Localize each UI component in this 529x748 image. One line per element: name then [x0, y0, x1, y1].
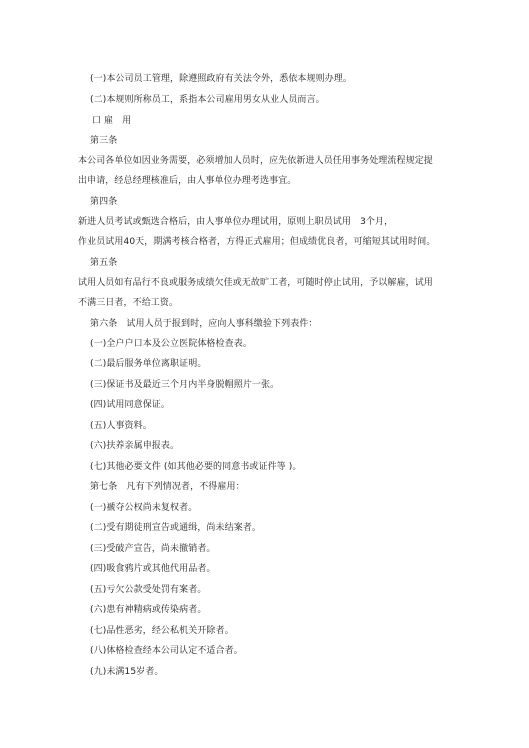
list-item: (九)未满15岁者。 — [90, 667, 164, 677]
list-item: (六)扶养亲属申报表。 — [90, 441, 180, 451]
text-line: (二)本规则所称员工，系指本公司雇用男女从业人员而言。 — [90, 95, 325, 105]
text-line: 作业员试用40天，期满考核合格者，方得正式雇用；但成绩优良者，可缩短其试用时间。 — [78, 237, 436, 247]
text-line: 本公司各单位如因业务需要，必须增加人员时，应先依新进人员任用事务处理流程规定提 — [78, 156, 433, 166]
list-item: (一)褫夺公权尚未复权者。 — [90, 503, 198, 513]
article-heading: 第七条 凡有下列情况者，不得雇用： — [90, 482, 245, 492]
text-line: 新进人员考试或甄选合格后，由人事单位办理试用，原则上职员试用 3个月， — [78, 217, 394, 227]
list-item: (四)试用同意保证。 — [90, 400, 171, 410]
list-item: (五)亏欠公款受处罚有案者。 — [90, 585, 207, 595]
list-item: (三)保证书及最近三个月内半身脱帽照片一张。 — [90, 380, 280, 390]
text-line: 出申请，经总经理核准后，由人事单位办理考选事宜。 — [78, 176, 297, 186]
list-item: (二)受有期徒刑宣告或通缉，尚未结案者。 — [90, 523, 262, 533]
list-item: (四)吸食鸦片或其他代用品者。 — [90, 564, 216, 574]
text-line: 试用人员如有品行不良或服务成绩欠佳或无故旷工者，可随时停止试用，予以解雇，试用 — [78, 278, 433, 288]
list-item: (六)患有神精病或传染病者。 — [90, 605, 207, 615]
list-item: (五)人事资料。 — [90, 421, 152, 431]
article-heading: 第四条 — [90, 197, 118, 207]
text-line: (一)本公司员工管理，除遵照政府有关法令外，悉依本规则办理。 — [90, 74, 353, 84]
text-line: 不满三日者，不给工资。 — [78, 298, 179, 308]
list-item: (二)最后服务单位离职证明。 — [90, 359, 207, 369]
list-item: (三)受破产宣告，尚未撤销者。 — [90, 544, 216, 554]
list-item: (一)全户户口本及公立医院体格检查表。 — [90, 339, 252, 349]
list-item: (七)其他必要文件 (如其他必要的同意书或证件等 )。 — [90, 462, 302, 472]
list-item: (八)体格检查经本公司认定不适合者。 — [90, 646, 243, 656]
article-heading: 第六条 试用人员于报到时，应向人事科缴验下列表件： — [90, 319, 318, 329]
list-item: (七)品性恶劣，经公私机关开除者。 — [90, 626, 234, 636]
section-heading: 口 雇 用 — [92, 116, 132, 126]
article-heading: 第三条 — [90, 136, 118, 146]
article-heading: 第五条 — [90, 258, 118, 268]
